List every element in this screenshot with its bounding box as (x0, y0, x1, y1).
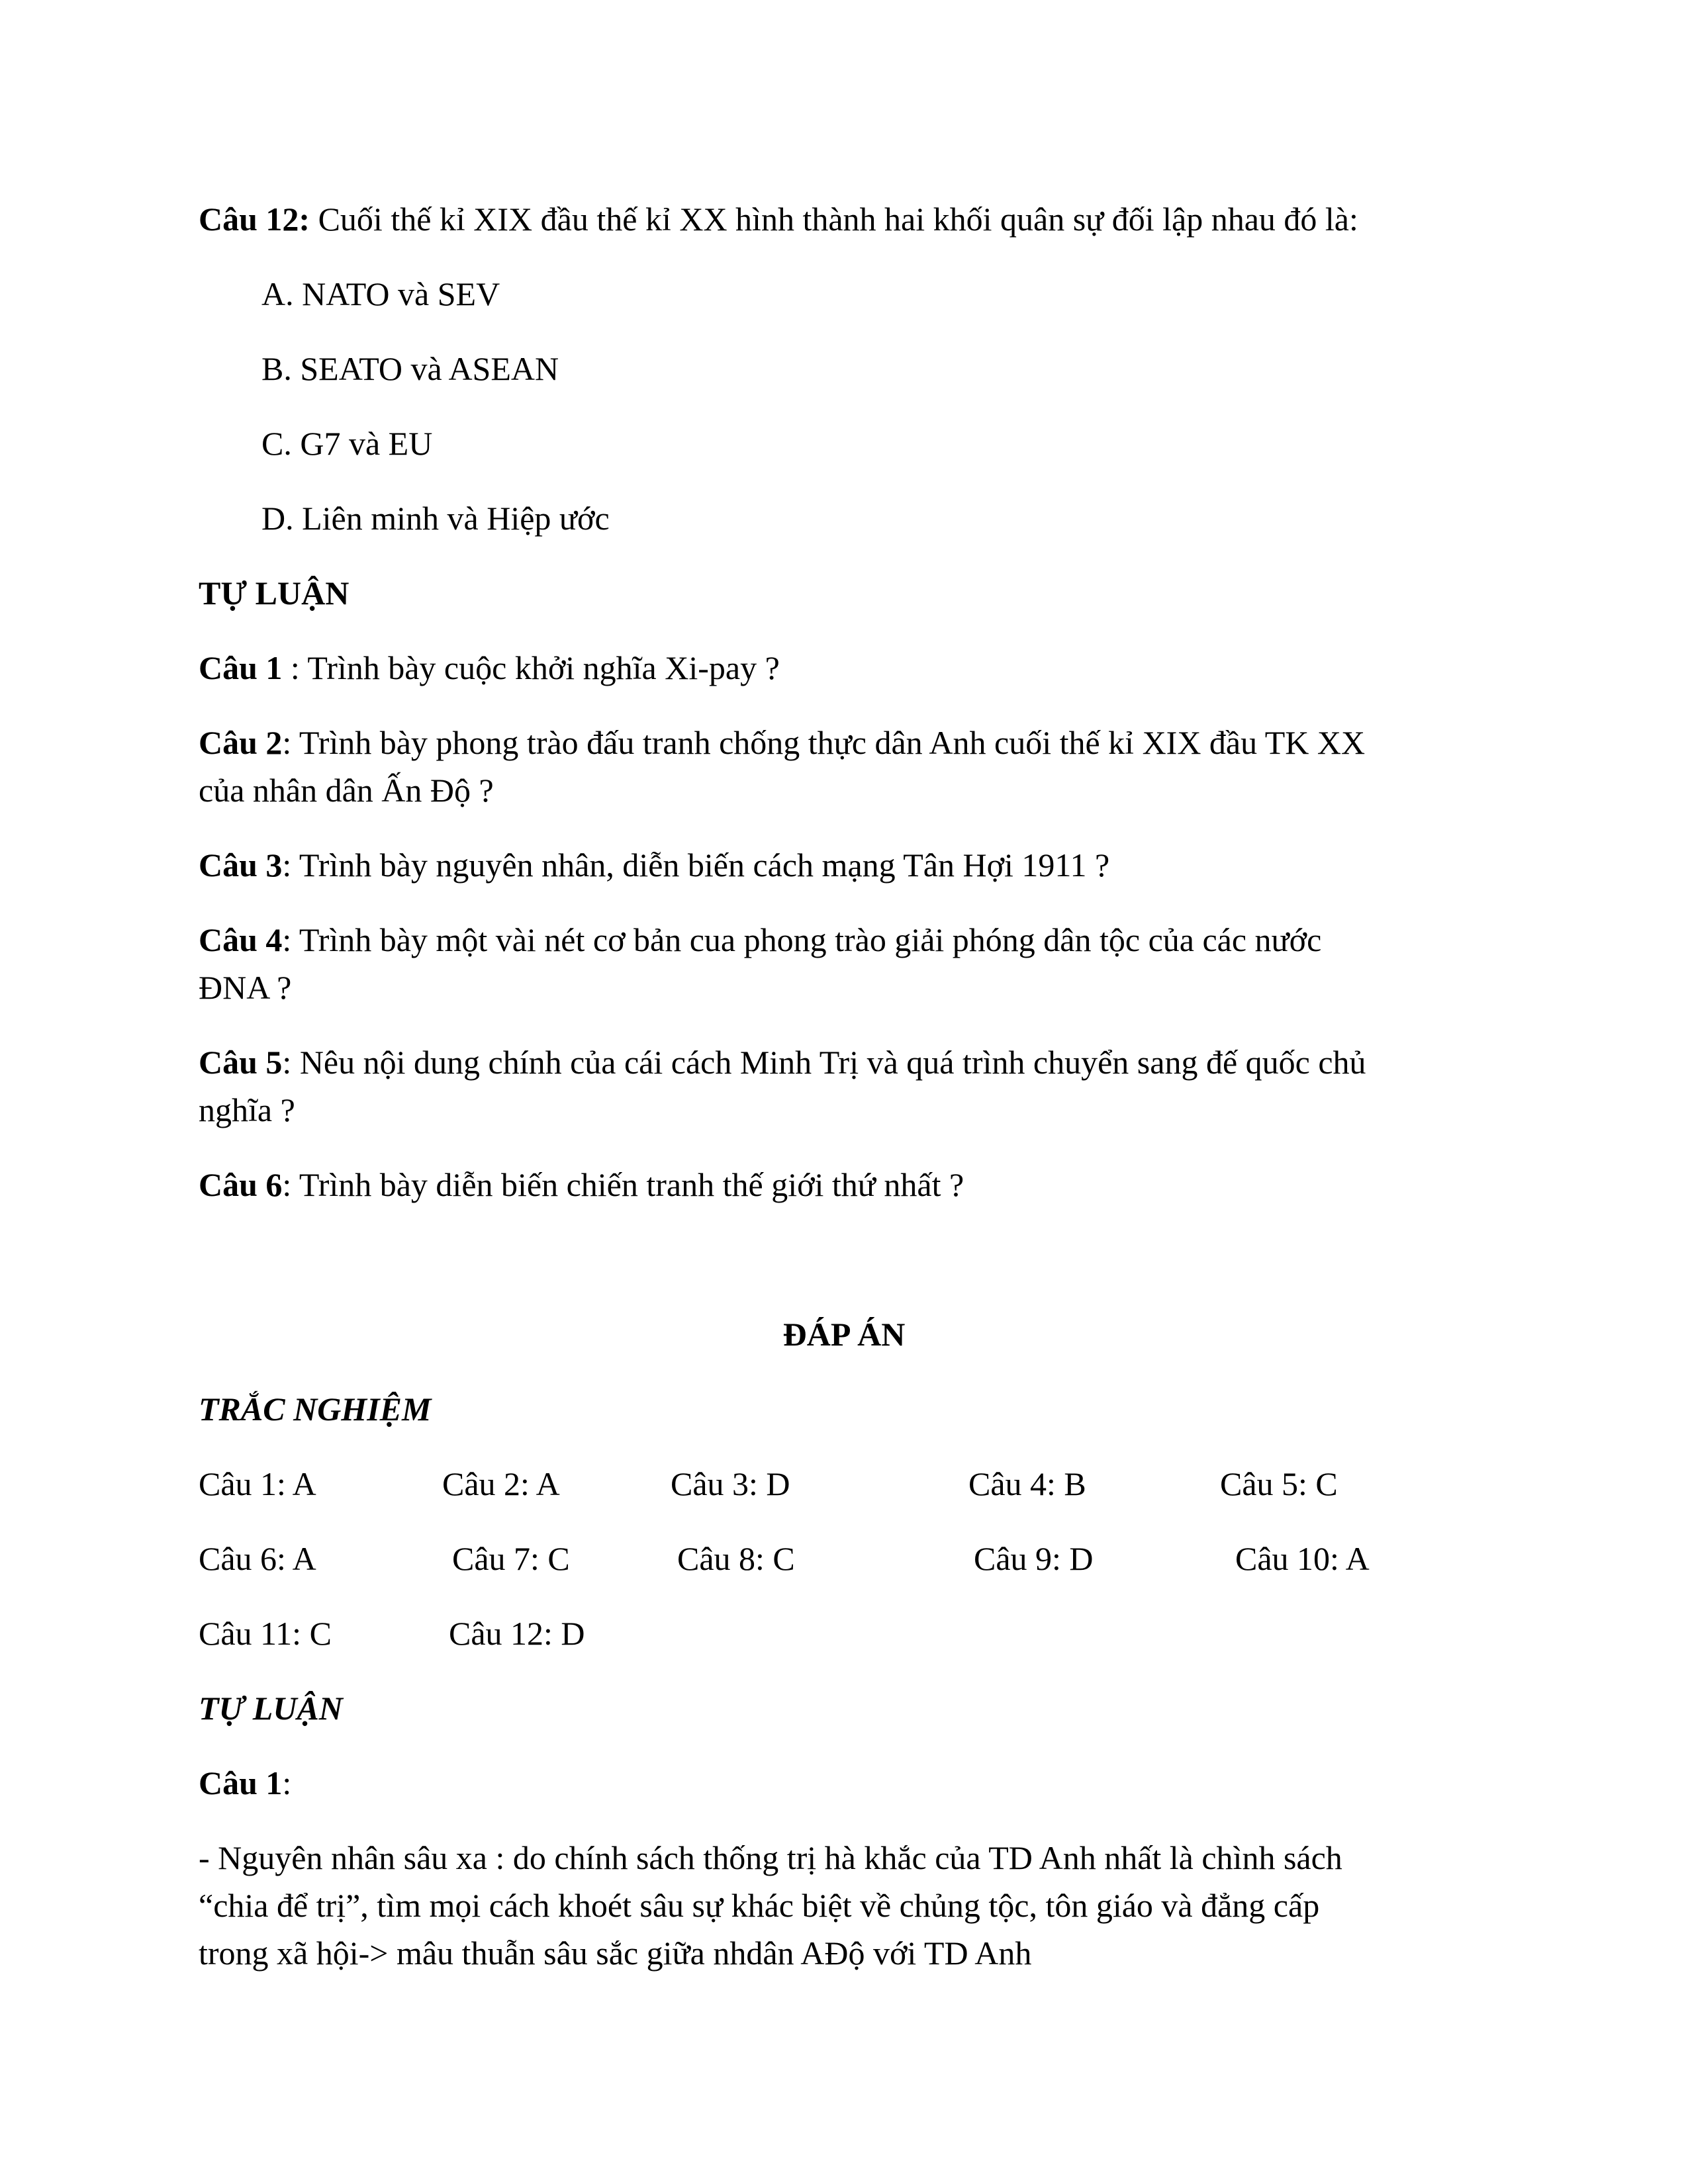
essay-question-5-cont: nghĩa ? (199, 1091, 295, 1128)
essay-question-6 (199, 1161, 964, 1208)
essay-question-3 (199, 841, 1109, 889)
question-label: Câu 3 (199, 846, 283, 884)
question-label: Câu 2 (199, 724, 283, 761)
question-text: : Trình bày cuộc khởi nghĩa Xi-pay ? (282, 649, 780, 686)
question-label: Câu 4 (199, 921, 283, 958)
question-label: Câu 1 (199, 649, 283, 686)
answer-item: Câu 12: D (449, 1615, 585, 1652)
essay-question-4 (199, 916, 1321, 964)
essay-question-4-cont: ĐNA ? (199, 969, 292, 1006)
answer-item: Câu 7: C (452, 1540, 570, 1577)
answer-item: Câu 9: D (974, 1540, 1094, 1577)
answer-item: Câu 6: A (199, 1540, 316, 1577)
essay-answer-1-line: trong xã hội-> mâu thuẫn sâu sắc giữa nhdân AĐộ với TD Anh (199, 1934, 1032, 1972)
question-text: Cuối thế kỉ XIX đầu thế kỉ XX hình thành hai khối quân sự đối lập nhau đó là: (310, 201, 1358, 238)
answers-title: ĐÁP ÁN (782, 1316, 906, 1353)
option-d: D. Liên minh và Hiệp ước (261, 500, 610, 537)
essay-answer-1-line: “chia để trị”, tìm mọi cách khoét sâu sự khác biệt về chủng tộc, tôn giáo và đẳng cấp (199, 1887, 1320, 1924)
essay-question-1 (199, 644, 780, 692)
question-colon: : (282, 1764, 292, 1801)
essay-heading: TỰ LUẬN (199, 574, 350, 612)
answer-item: Câu 4: B (968, 1465, 1086, 1502)
answer-item: Câu 8: C (677, 1540, 795, 1577)
question-text: : Nêu nội dung chính của cái cách Minh Trị và quá trình chuyển sang đế quốc chủ (282, 1044, 1366, 1081)
question-text: : Trình bày nguyên nhân, diễn biến cách mạng Tân Hợi 1911 ? (282, 846, 1110, 884)
option-c: C. G7 và EU (261, 425, 433, 462)
question-label: Câu 1 (199, 1764, 283, 1801)
option-a: A. NATO và SEV (261, 275, 500, 312)
answer-item: Câu 1: A (199, 1465, 316, 1502)
essay-question-2-cont: của nhân dân Ấn Độ ? (199, 772, 494, 809)
question-text: : Trình bày diễn biến chiến tranh thế giới thứ nhất ? (282, 1166, 964, 1203)
essay-answer-1-line: - Nguyên nhân sâu xa : do chính sách thống trị hà khắc của TD Anh nhất là chình sách (199, 1839, 1342, 1876)
mc-heading: TRẮC NGHIỆM (199, 1390, 432, 1428)
essay-answer-1-label (199, 1759, 291, 1807)
option-b: B. SEATO và ASEAN (261, 350, 559, 387)
question-text: : Trình bày một vài nét cơ bản cua phong trào giải phóng dân tộc của các nước (282, 921, 1322, 958)
question-label: Câu 6 (199, 1166, 283, 1203)
essay-question-2 (199, 719, 1365, 766)
answer-item: Câu 3: D (671, 1465, 790, 1502)
answer-item: Câu 2: A (442, 1465, 560, 1502)
answer-item: Câu 11: C (199, 1615, 332, 1652)
question-12 (199, 195, 1358, 243)
question-label: Câu 5 (199, 1044, 283, 1081)
question-text: : Trình bày phong trào đấu tranh chống thực dân Anh cuối thế kỉ XIX đầu TK XX (282, 724, 1366, 761)
essay-answers-heading: TỰ LUẬN (199, 1690, 343, 1727)
question-label: Câu 12: (199, 201, 310, 238)
answer-item: Câu 5: C (1220, 1465, 1338, 1502)
answer-item: Câu 10: A (1235, 1540, 1370, 1577)
essay-question-5 (199, 1038, 1366, 1086)
